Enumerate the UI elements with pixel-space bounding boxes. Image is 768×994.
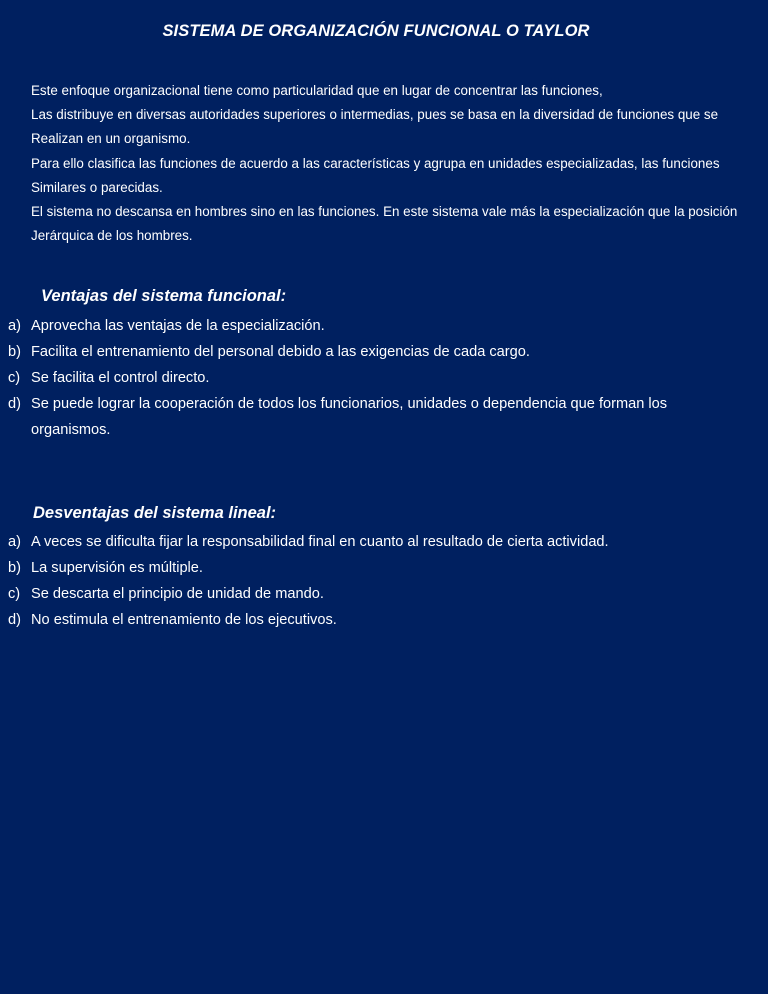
list-marker: a) [8,534,21,550]
list-item-text: A veces se dificulta fijar la responsabilidad final en cuanto al resultado de cierta actividad. [31,534,609,550]
list-item-text: Se descarta el principio de unidad de mando. [31,586,324,602]
list-marker: b) [8,344,21,360]
list-marker: d) [8,396,21,412]
list-item [8,339,748,365]
intro-line: Las distribuye en diversas autoridades superiores o intermedias, pues se basa en la diversidad de funciones que se [31,107,719,123]
intro-line: El sistema no descansa en hombres sino en las funciones. En este sistema vale más la especialización que la posición [31,204,738,220]
list-marker: b) [8,560,21,576]
list-item [8,365,748,391]
desventajas-list [8,529,748,633]
list-item [8,555,748,581]
list-item [8,607,748,633]
intro-line: Similares o parecidas. [31,179,163,195]
intro-line: Para ello clasifica las funciones de acuerdo a las características y agrupa en unidades especializadas, las funciones [31,155,720,171]
desventajas-heading: Desventajas del sistema lineal: [33,504,277,522]
intro-line: Jerárquica de los hombres. [31,228,193,244]
list-item [8,313,748,339]
page-title: SISTEMA DE ORGANIZACIÓN FUNCIONAL O TAYLOR [162,22,590,40]
list-marker: c) [8,370,21,386]
list-marker: a) [8,318,21,334]
intro-paragraph [31,79,766,248]
list-marker: d) [8,612,21,628]
list-item [8,581,748,607]
ventajas-list [8,313,748,443]
list-item-text: Facilita el entrenamiento del personal debido a las exigencias de cada cargo. [31,344,530,360]
list-item-text: La supervisión es múltiple. [31,560,203,576]
intro-line: Realizan en un organismo. [31,131,191,147]
intro-line: Este enfoque organizacional tiene como particularidad que en lugar de concentrar las funciones, [31,83,603,98]
list-item-text: Se facilita el control directo. [31,370,210,386]
list-item-text: No estimula el entrenamiento de los ejecutivos. [31,612,337,628]
list-item-text: Aprovecha las ventajas de la especialización. [31,318,325,334]
list-marker: c) [8,586,21,602]
list-item [8,391,748,443]
list-item-text: Se puede lograr la cooperación de todos los funcionarios, unidades o dependencia que forman los organismos. [31,396,668,438]
ventajas-heading: Ventajas del sistema funcional: [41,287,287,305]
list-item [8,529,748,555]
